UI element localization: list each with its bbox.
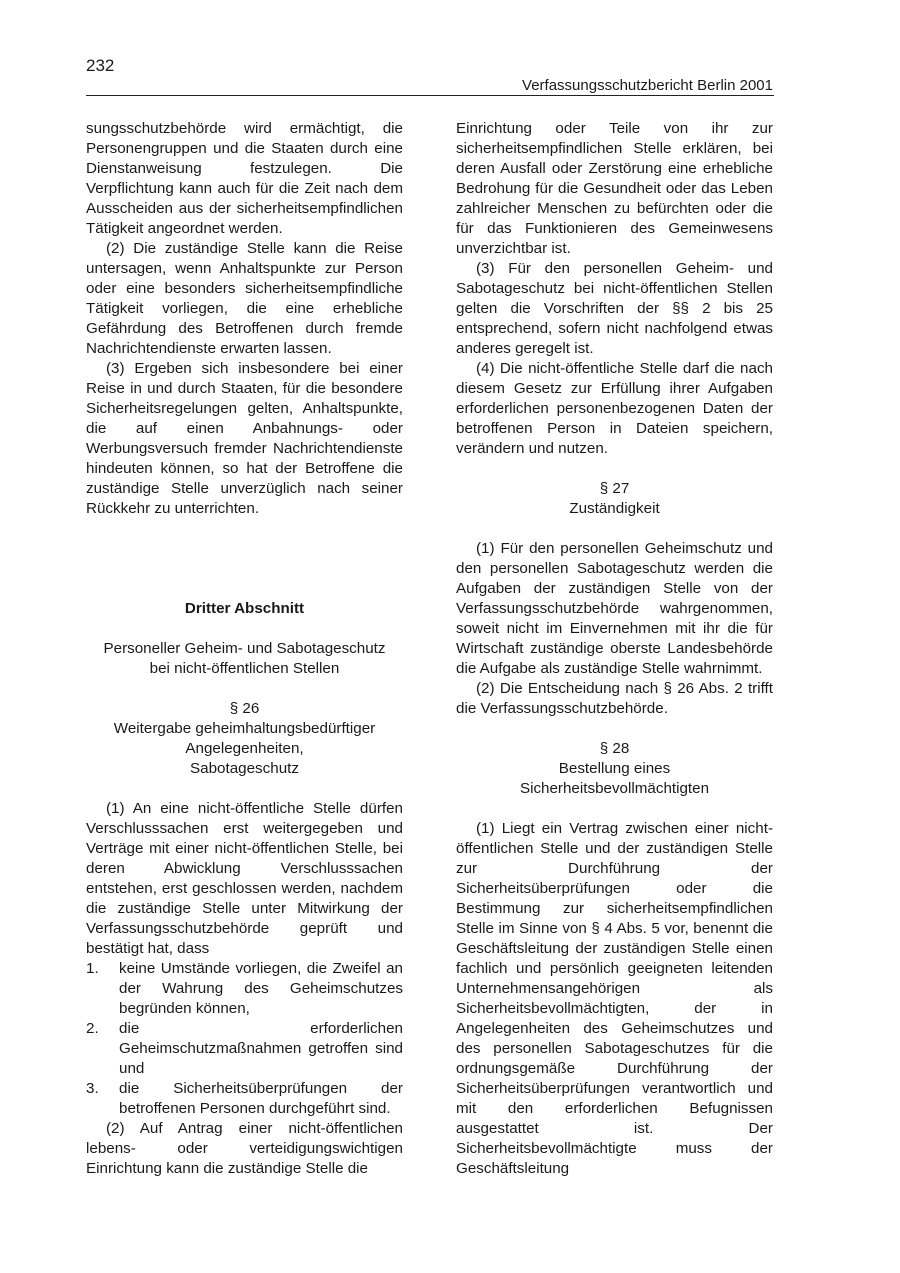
paragraph: (4) Die nicht-öffentliche Stelle darf die nach diesem Gesetz zur Erfüllung ihrer Aufgaben erforderlichen personenbezogenen Daten der betroffenen Person in Dateien speichern, verändern und nutzen. [456,360,773,457]
section-heading: Dritter Abschnitt [184,600,305,617]
paragraph: (1) Für den personellen Geheimschutz und den personellen Sabotageschutz werden die Aufgaben der zuständigen Stelle von der Verfassungsschutzbehörde wahrgenommen, soweit nicht im Einvernehmen mit ihr die für Wirtschaft zuständige oberste Landesbehörde die Aufgabe als zuständige Stelle wahrnimmt. [456,540,773,677]
paragraph-continuation: Einrichtung oder Teile von ihr zur sicherheitsempfindlichen Stelle erklären, bei deren Ausfall oder Zerstörung eine erhebliche Bedrohung für die Gesundheit oder das Leben zahlreicher Menschen zu befürchten oder die für das Funktionieren des Gemeinwesens unverzichtbar ist. [456,120,773,257]
paragraph-title: Weitergabe geheimhaltungsbedürftiger [113,720,376,737]
paragraph: (2) Die zuständige Stelle kann die Reise untersagen, wenn Anhaltspunkte zur Person oder eine besonders sicherheitsempfindliche Tätigkeit vorliegen, die eine erhebliche Gefährdung des Betroffenen durch fremde Nachrichtendienste erwarten lassen. [86,240,403,357]
left-column [86,119,403,1179]
paragraph-title: Sabotageschutz [190,760,299,777]
paragraph-title: Sicherheitsbevollmächtigten [519,780,710,797]
paragraph: (2) Die Entscheidung nach § 26 Abs. 2 trifft die Verfassungsschutzbehörde. [456,680,773,717]
paragraph-continuation: sungsschutzbehörde wird ermächtigt, die Personengruppen und die Staaten durch eine Dienstanweisung festzulegen. Die Verpflichtung kann auch für die Zeit nach dem Ausscheiden aus der sicherheitsempfindlichen Tätigkeit angeordnet werden. [86,120,403,237]
section-subtitle: bei nicht-öffentlichen Stellen [149,660,340,677]
list-item: 1. keine Umstände vorliegen, die Zweifel an der Wahrung des Geheimschutzes begründen können, [86,960,403,1017]
paragraph-title: Zuständigkeit [569,500,660,517]
paragraph: (3) Ergeben sich insbesondere bei einer Reise in und durch Staaten, für die besondere Sicherheitsregelungen gelten, Anhaltspunkte, die auf einen Anbahnungs- oder Werbungsversuch fremder Nachrichtendienste hindeuten können, so hat der Betroffene die zuständige Stelle unverzüglich nach seiner Rückkehr zu unterrichten. [86,360,403,517]
paragraph-number: § 28 [599,740,630,757]
paragraph: (3) Für den personellen Geheim- und Sabotageschutz bei nicht-öffentlichen Stellen gelten die Vorschriften der §§ 2 bis 25 entsprechend, sofern nicht nachfolgend etwas anderes geregelt ist. [456,260,773,357]
right-column [456,119,773,1179]
list-item: 3. die Sicherheitsüberprüfungen der betroffenen Personen durchgeführt sind. [86,1080,403,1117]
paragraph: (1) An eine nicht-öffentliche Stelle dürfen Verschlusssachen erst weitergegeben und Verträge mit einer nicht-öffentlichen Stelle, bei deren Abwicklung Verschlusssachen entstehen, erst geschlossen werden, nachdem die zuständige Stelle unter Mitwirkung der Verfassungsschutzbehörde geprüft und bestätigt hat, dass [86,800,403,957]
running-header: Verfassungsschutzbericht Berlin 2001 [522,77,773,94]
paragraph: (2) Auf Antrag einer nicht-öffentlichen lebens- oder verteidigungswichtigen Einrichtung kann die zuständige Stelle die [86,1120,403,1177]
paragraph-title: Angelegenheiten, [185,740,304,757]
paragraph-title: Bestellung eines [558,760,671,777]
paragraph-number: § 26 [229,700,260,717]
page-number: 232 [86,56,115,75]
header-rule [86,95,774,96]
list-item: 2. die erforderlichen Geheimschutzmaßnahmen getroffen sind und [86,1020,403,1077]
paragraph-number: § 27 [599,480,630,497]
numbered-list [86,959,403,1119]
paragraph: (1) Liegt ein Vertrag zwischen einer nicht-öffentlichen Stelle und der zuständigen Stelle zur Durchführung der Sicherheitsüberprüfungen oder die Bestimmung zur sicherheitsempfindlichen Stelle im Sinne von § 4 Abs. 5 vor, benennt die Geschäftsleitung der zuständigen Stelle einen fachlich und persönlich geeigneten leitenden Unternehmensangehörigen als Sicherheitsbevollmächtigten, der in Angelegenheiten des Geheimschutzes und des personellen Sabotageschutzes für die ordnungsgemäße Durchführung der Sicherheitsüberprüfungen verantwortlich und mit den erforderlichen Befugnissen ausgestattet ist. Der Sicherheitsbevollmächtigte muss der Geschäftsleitung [456,820,773,1177]
section-subtitle: Personeller Geheim- und Sabotageschutz [103,640,386,657]
